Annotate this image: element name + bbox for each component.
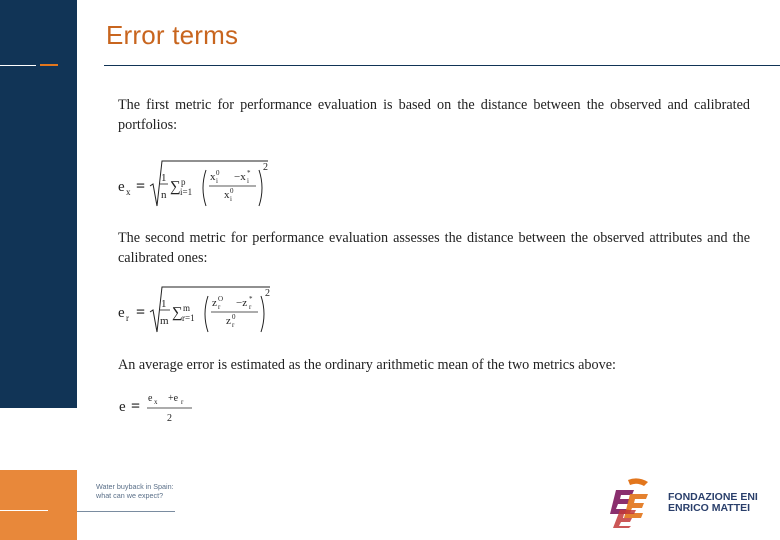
er-minus-sup: *: [249, 295, 253, 303]
er-equals: =: [136, 304, 146, 321]
sidebar-accent-mark: [40, 64, 58, 66]
formula-er: [116, 284, 286, 341]
er-lhs-sub: r: [126, 313, 129, 323]
ex-lhs: e: [118, 179, 125, 195]
logo-line1: FONDAZIONE ENI: [668, 491, 758, 503]
er-minus: −z: [236, 297, 248, 309]
ex-n: n: [161, 189, 167, 201]
logo-text: [668, 492, 758, 514]
ex-right-paren: [259, 170, 262, 206]
er-den: z: [226, 315, 231, 327]
ex-num-a: x: [210, 171, 216, 183]
footer-accent-divider: [0, 510, 48, 511]
er-num-a: z: [212, 297, 217, 309]
footer-caption: [96, 482, 216, 500]
e-equals: =: [131, 398, 141, 415]
e-num-a-sub: x: [154, 398, 158, 406]
ex-den: x: [224, 189, 230, 201]
fondazione-eni-logo: [608, 476, 768, 528]
ex-minus: −x: [234, 171, 246, 183]
formula-e: [116, 390, 216, 431]
eni-logo-icon: [608, 476, 664, 528]
ex-sqrt-sign: [150, 161, 268, 206]
ex-sum-lower: i=1: [180, 187, 193, 197]
er-lhs: e: [118, 305, 125, 321]
ex-minus-sup: *: [247, 169, 251, 177]
paragraph-average-error: An average error is estimated as the ordinary arithmetic mean of the two metrics above:: [118, 357, 616, 373]
logo-line2: ENRICO MATTEI: [668, 502, 751, 514]
er-right-paren: [261, 296, 264, 332]
er-left-paren: [205, 296, 208, 332]
er-sum-lower: r=1: [182, 313, 195, 323]
title-underline: [104, 65, 780, 66]
ex-sum: ∑: [170, 179, 181, 195]
ex-sum-upper: p: [181, 177, 186, 187]
footer-caption-rule: [77, 511, 175, 512]
e-den: 2: [167, 413, 172, 424]
e-num-b: +e: [168, 393, 179, 404]
er-den-sub: r: [232, 321, 235, 329]
ex-den-sub: i: [230, 195, 232, 203]
slide-title: Error terms: [106, 20, 239, 50]
paragraph-first-metric: The first metric for performance evaluation is based on the distance between the observed and calibrated portfolios:: [118, 97, 750, 133]
ex-left-paren: [203, 170, 206, 206]
ex-num-a-sup: 0: [216, 169, 220, 177]
ex-equals: =: [136, 178, 146, 195]
formula-ex: [116, 158, 286, 215]
er-power: 2: [265, 288, 270, 299]
paragraph-second-metric: The second metric for performance evaluation assesses the distance between the observed attributes and the calibrated ones:: [118, 230, 750, 266]
ex-minus-sub: i: [247, 177, 249, 185]
er-num-a-sup: O: [218, 295, 224, 303]
e-lhs: e: [119, 399, 126, 415]
er-sum: ∑: [172, 305, 183, 321]
ex-power: 2: [263, 162, 268, 173]
footer-caption-line1: Water buyback in Spain:: [96, 482, 174, 491]
ex-num-a-sub: i: [216, 177, 218, 185]
er-sum-upper: m: [183, 303, 191, 313]
ex-one: 1: [161, 172, 167, 184]
er-m: m: [160, 315, 169, 327]
footer-accent-block: [0, 470, 77, 540]
left-sidebar-bar: [0, 0, 77, 408]
sidebar-divider: [0, 65, 36, 66]
e-num-b-sub: r: [181, 398, 184, 406]
ex-den-sup: 0: [230, 187, 234, 195]
e-num-a: e: [148, 393, 153, 404]
er-num-a-sub: r: [218, 303, 221, 311]
footer-caption-line2: what can we expect?: [96, 491, 164, 500]
er-den-sup: 0: [232, 313, 236, 321]
ex-lhs-sub: x: [126, 187, 131, 197]
er-one: 1: [161, 298, 167, 310]
er-minus-sub: r: [249, 303, 252, 311]
